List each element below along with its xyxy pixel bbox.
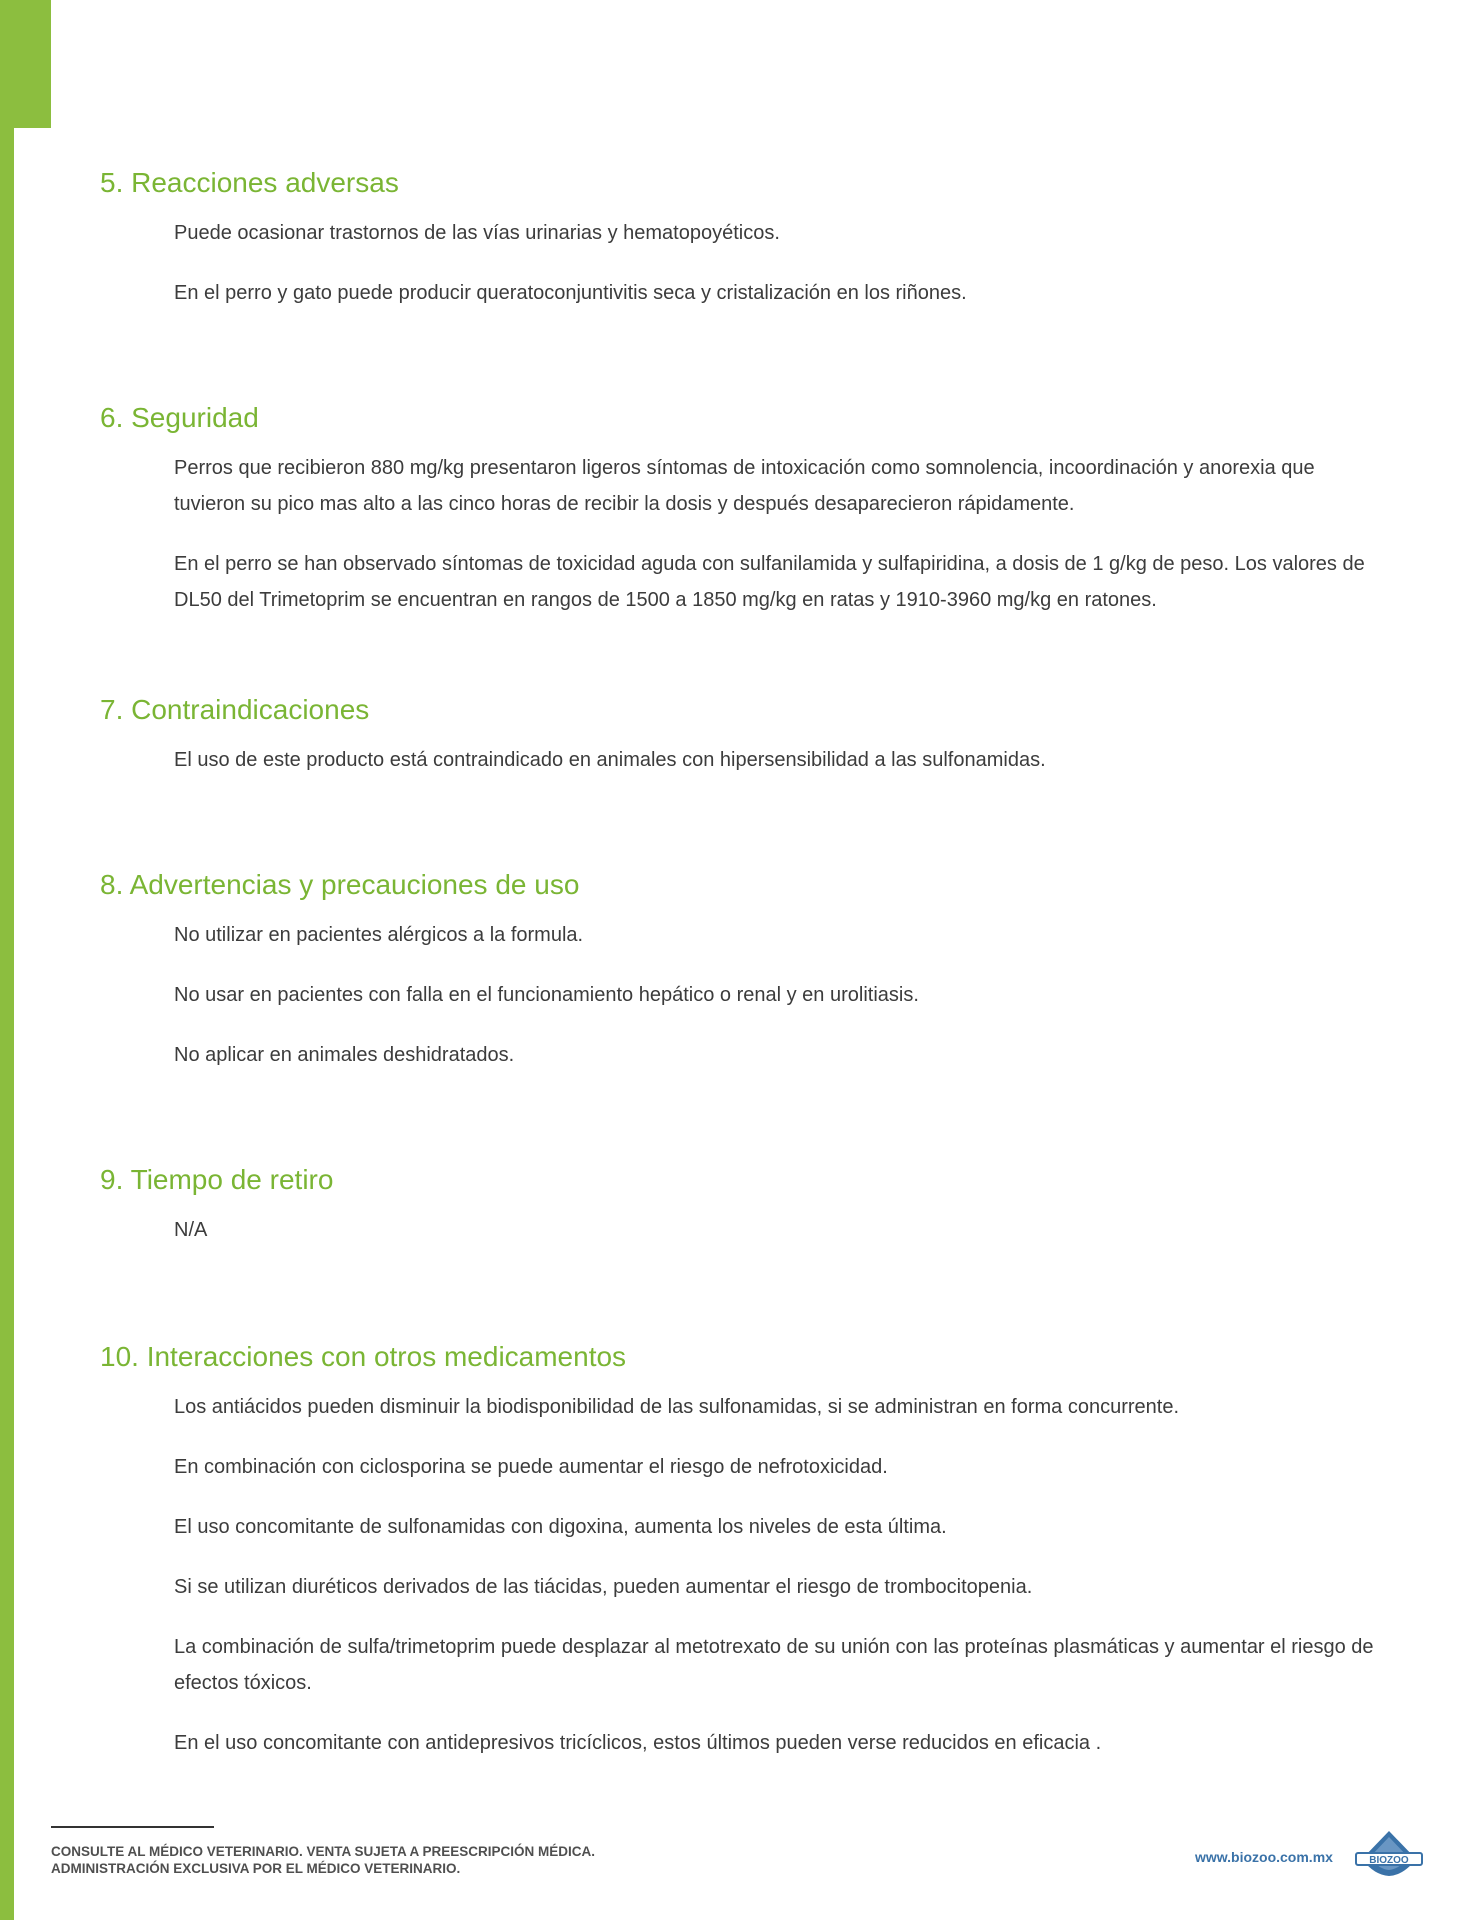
- section-heading: 10. Interacciones con otros medicamentos: [100, 1341, 627, 1372]
- paragraph: Perros que recibieron 880 mg/kg presentaron ligeros síntomas de intoxicación como somnolencia, incoordinación y anorexia que tuvieron su pico mas alto a las cinco horas de recibir la dosis y después desaparecieron rápidamente.: [174, 457, 1315, 515]
- paragraph: En el uso concomitante con antidepresivos tricíclicos, estos últimos pueden verse reducidos en eficacia .: [174, 1732, 1102, 1754]
- paragraph: No aplicar en animales deshidratados.: [174, 1044, 515, 1066]
- paragraph: La combinación de sulfa/trimetoprim puede desplazar al metotrexato de su unión con las proteínas plasmáticas y aumentar el riesgo de efectos tóxicos.: [174, 1636, 1374, 1694]
- paragraph: En el perro se han observado síntomas de toxicidad aguda con sulfanilamida y sulfapiridina, a dosis de 1 g/kg de peso. Los valores de DL50 del Trimetoprim se encuentran en rangos de 1500 a 1850 mg/kg en ratas y 1910-3960 mg/kg en ratones.: [174, 553, 1365, 611]
- paragraph: Si se utilizan diuréticos derivados de las tiácidas, pueden aumentar el riesgo de trombocitopenia.: [174, 1576, 1033, 1598]
- section-interactions: [100, 1340, 1390, 1785]
- paragraph: Los antiácidos pueden disminuir la biodisponibilidad de las sulfonamidas, si se administran en forma concurrente.: [174, 1396, 1180, 1418]
- footer-divider: [51, 1826, 214, 1828]
- footer-website[interactable]: www.biozoo.com.mx: [1195, 1849, 1333, 1865]
- section-warnings: [100, 868, 1390, 1097]
- paragraph: N/A: [174, 1219, 208, 1241]
- footer-disclaimer-line: ADMINISTRACIÓN EXCLUSIVA POR EL MÉDICO VETERINARIO.: [51, 1861, 461, 1876]
- paragraph: En el perro y gato puede producir queratoconjuntivitis seca y cristalización en los riñones.: [174, 282, 967, 304]
- section-safety: [100, 401, 1390, 642]
- top-accent-block: [0, 0, 51, 128]
- paragraph: No usar en pacientes con falla en el funcionamiento hepático o renal y en urolitiasis.: [174, 984, 919, 1006]
- logo-text: BIOZOO: [1369, 1855, 1409, 1866]
- paragraph: El uso concomitante de sulfonamidas con digoxina, aumenta los niveles de esta última.: [174, 1516, 947, 1538]
- section-adverse-reactions: [100, 166, 1390, 335]
- left-accent-bar: [0, 0, 14, 1920]
- section-heading: 5. Reacciones adversas: [100, 167, 399, 198]
- paragraph: No utilizar en pacientes alérgicos a la formula.: [174, 924, 584, 946]
- biozoo-logo: [1354, 1829, 1424, 1879]
- paragraph: Puede ocasionar trastornos de las vías urinarias y hematopoyéticos.: [174, 222, 780, 244]
- section-heading: 6. Seguridad: [100, 402, 259, 433]
- section-heading: 8. Advertencias y precauciones de uso: [100, 869, 580, 900]
- paragraph: El uso de este producto está contraindicado en animales con hipersensibilidad a las sulfonamidas.: [174, 749, 1046, 771]
- footer-disclaimer: [51, 1843, 595, 1877]
- paragraph: En combinación con ciclosporina se puede aumentar el riesgo de nefrotoxicidad.: [174, 1456, 888, 1478]
- section-heading: 7. Contraindicaciones: [100, 694, 370, 725]
- section-contraindications: [100, 693, 1390, 802]
- section-heading: 9. Tiempo de retiro: [100, 1164, 334, 1195]
- section-withdrawal-time: [100, 1163, 1390, 1272]
- footer-disclaimer-line: CONSULTE AL MÉDICO VETERINARIO. VENTA SUJETA A PREESCRIPCIÓN MÉDICA.: [51, 1844, 596, 1859]
